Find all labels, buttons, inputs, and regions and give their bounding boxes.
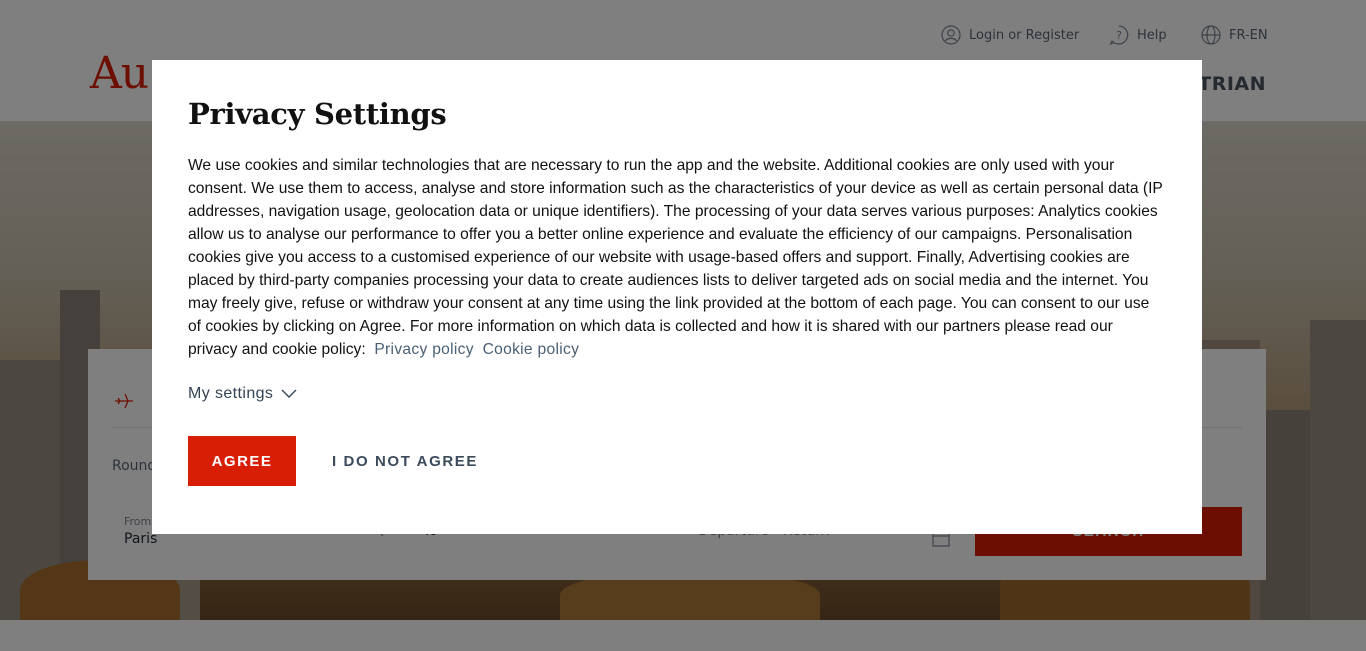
- my-settings-toggle[interactable]: [188, 385, 297, 403]
- my-settings-label: My settings: [188, 385, 274, 402]
- privacy-policy-link[interactable]: Privacy policy: [374, 341, 474, 358]
- dialog-body-text: We use cookies and similar technologies that are necessary to run the app and the website. Additional cookies are only used with your consent. We use them to access, analyse and store information such as the characteristics of your device as well as certain personal data (IP addresses, navigation usage, geolocation data or unique identifiers). The processing of your data serves various purposes: Analytics cookies allow us to analyse our performance to offer you a better online experience and evaluate the efficiency of our campaigns. Personalisation cookies give you access to a customised experience of our website with usage-based offers and support. Finally, Advertising cookies are placed by third-party companies processing your data to create audiences lists to deliver targeted ads on social media and the internet. You may freely give, refuse or withdraw your consent at any time using the link provided at the bottom of each page. You can consent to our use of cookies by clicking on Agree. For more information on which data is collected and how it is shared with our partners please read our privacy and cookie policy:: [188, 157, 1163, 358]
- cookie-policy-link[interactable]: Cookie policy: [482, 341, 580, 358]
- dialog-title: Privacy Settings: [188, 97, 447, 131]
- dialog-body: [188, 154, 1166, 361]
- privacy-settings-dialog: [152, 60, 1202, 534]
- chevron-down-icon: [281, 389, 297, 399]
- agree-button[interactable]: AGREE: [188, 436, 296, 486]
- do-not-agree-button[interactable]: I DO NOT AGREE: [332, 436, 478, 486]
